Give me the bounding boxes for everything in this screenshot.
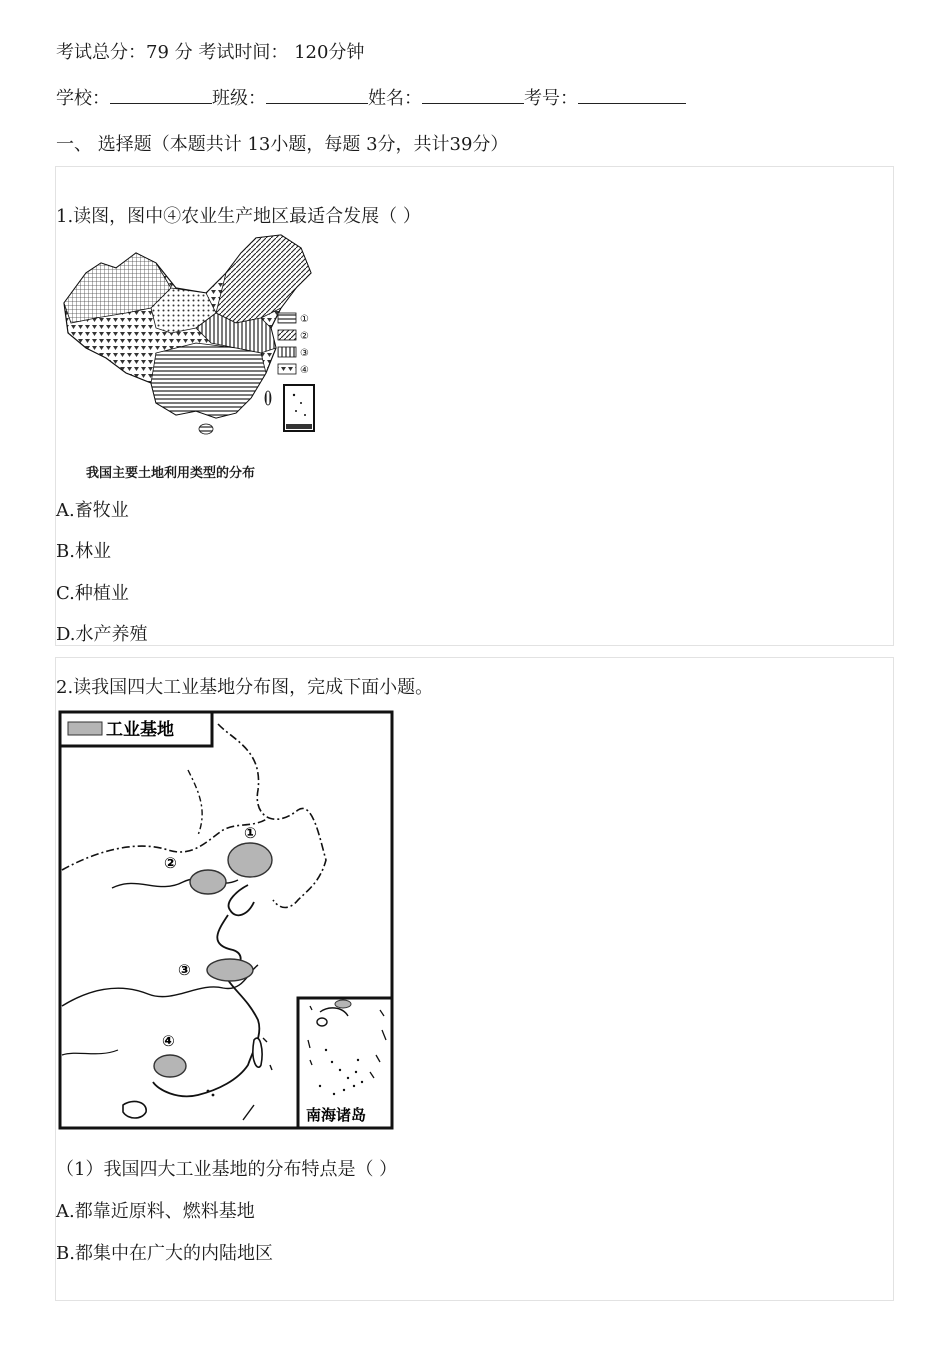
legend-item-4: ④ [300,365,309,376]
class-label: 班级： [212,88,266,109]
q2-option-b[interactable]: B.都集中在广大的内陆地区 [56,1243,273,1264]
question-1-stem: 1.读图，图中④农业生产地区最适合发展（ ） [56,206,421,227]
marker-2: ② [164,854,177,872]
q1-option-c[interactable]: C.种植业 [56,583,129,604]
number-field[interactable] [578,85,686,104]
name-label: 姓名： [368,88,422,109]
name-field[interactable] [422,85,524,104]
industrial-base-3 [207,959,253,981]
class-field[interactable] [266,85,368,104]
student-info-row [56,85,686,111]
inset-label: 南海诸岛 [306,1106,367,1124]
q2-option-a[interactable]: A.都靠近原料、燃料基地 [56,1201,255,1222]
legend-item-3: ③ [300,348,309,359]
section-title: 一、 选择题（本题共计 13小题，每题 3分，共计39分） [56,134,509,155]
question-1 [55,166,894,646]
legend-industrial-base: 工业基地 [106,720,174,740]
marker-4: ④ [162,1032,175,1050]
industrial-base-map [58,710,394,1130]
industrial-base-2 [190,870,226,894]
marker-1: ① [244,824,257,842]
question-2 [55,657,894,1301]
map-legend [278,313,309,376]
industrial-base-4 [154,1055,186,1077]
land-use-map [56,233,336,438]
q1-option-d[interactable]: D.水产养殖 [56,624,148,645]
marker-3: ③ [178,961,191,979]
school-label: 学校： [56,88,110,109]
q2-sub1-stem: （1）我国四大工业基地的分布特点是（ ） [56,1159,398,1180]
exam-info: 考试总分：79 分 考试时间： 120分钟 [56,42,365,63]
number-label: 考号： [524,88,578,109]
legend-item-1: ① [300,314,309,325]
industrial-base-1 [228,843,272,877]
school-field[interactable] [110,85,212,104]
question-2-stem: 2.读我国四大工业基地分布图，完成下面小题。 [56,677,434,698]
q1-option-a[interactable]: A.畜牧业 [56,500,129,521]
legend-item-2: ② [300,331,309,342]
map-caption: 我国主要土地利用类型的分布 [86,466,256,481]
q1-option-b[interactable]: B.林业 [56,541,111,562]
